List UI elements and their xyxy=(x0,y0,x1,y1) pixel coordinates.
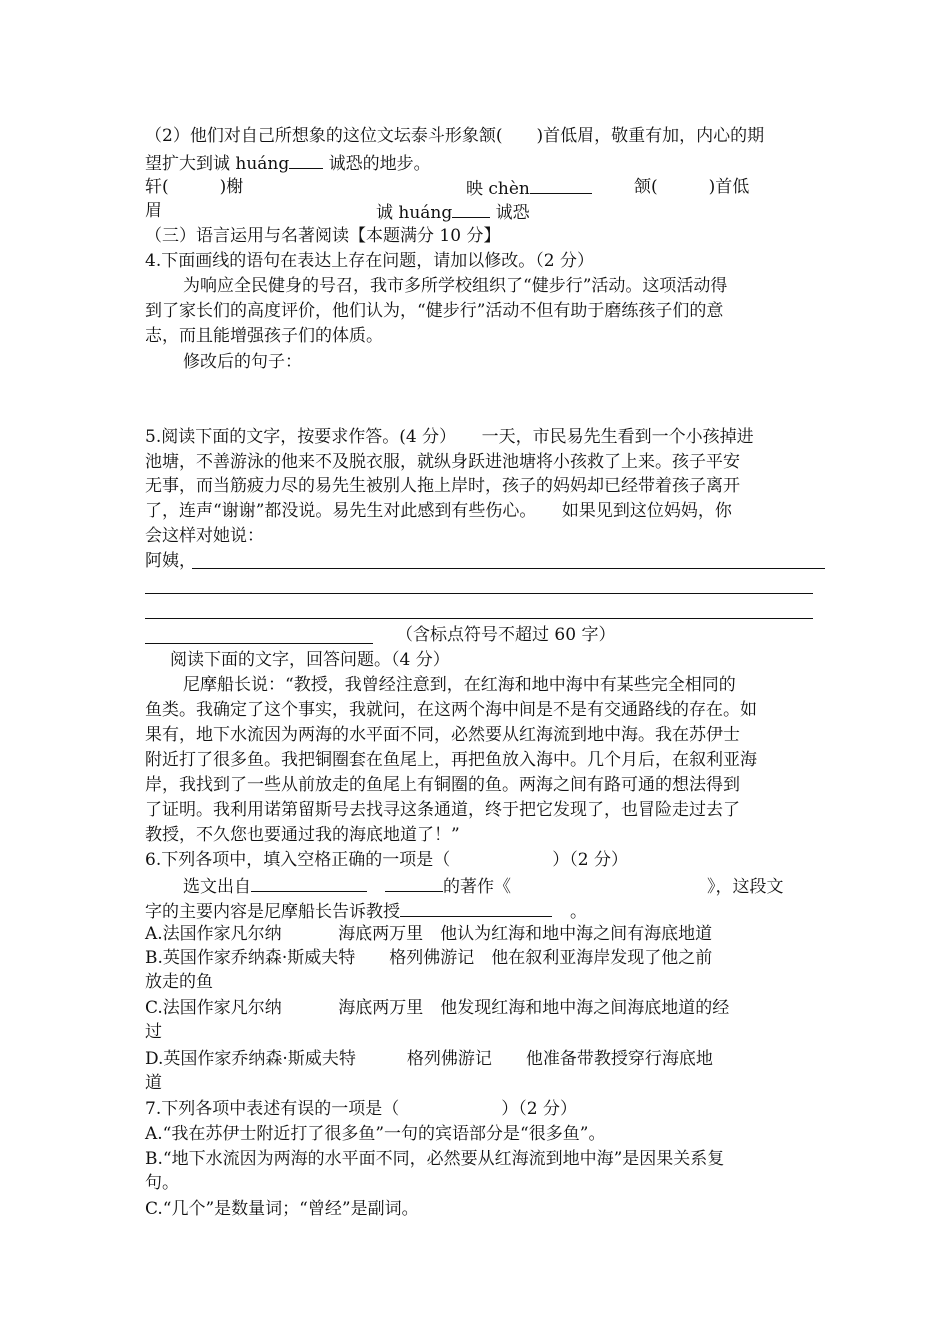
reading-line7: 教授，不久您也要通过我的海底地道了！” xyxy=(145,825,460,845)
reading-line6: 了证明。我利用诺第留斯号去找寻这条通道，终于把它发现了，也冒险走过去了 xyxy=(145,800,740,820)
q6-option-b-cont: 放走的鱼 xyxy=(145,972,213,992)
q4-para-line2: 到了家长们的高度评价，他们认为，“健步行”活动不但有助于磨练孩子们的意 xyxy=(145,301,724,321)
q5-line5: 会这样对她说： xyxy=(145,526,264,546)
reading-line4: 附近打了很多鱼。我把铜圈套在鱼尾上，再把鱼放入海中。几个月后，在叙利亚海 xyxy=(145,750,757,770)
q5-line2: 池塘，不善游泳的他来不及脱衣服，就纵身跃进池塘将小孩救了上来。孩子平安 xyxy=(145,452,740,472)
q5-limit-note: （含标点符号不超过 60 字） xyxy=(396,625,616,645)
q2-line1: （2）他们对自己所想象的这位文坛泰斗形象颔( )首低眉，敬重有加，内心的期 xyxy=(145,126,765,146)
q6-fill2-b: 。 xyxy=(570,902,587,922)
q6-fill-b: 的著作《 xyxy=(443,877,511,897)
q6-fill-c: 》，这段文 xyxy=(707,877,784,897)
reading-line1: 尼摩船长说：“教授，我曾经注意到，在红海和地中海中有某些完全相同的 xyxy=(183,675,736,695)
reading-instruction: 阅读下面的文字，回答问题。（4 分） xyxy=(170,650,450,670)
q5-line1: 5.阅读下面的文字，按要求作答。(4 分） 一天，市民易先生看到一个小孩掉进 xyxy=(145,427,754,447)
q2-blank[interactable] xyxy=(289,150,323,169)
q5-answer-line-4[interactable] xyxy=(145,643,373,644)
q2-row4-c: 诚恐 xyxy=(490,203,530,223)
q4-para-line3: 志，而且能增强孩子们的体质。 xyxy=(145,326,383,346)
q6-blank-content[interactable] xyxy=(400,898,552,917)
q2-row3-b-text: 映 chèn xyxy=(466,179,530,199)
q6-option-c-cont: 过 xyxy=(145,1022,162,1042)
reading-line3: 果有，地下水流因为两海的水平面不同，必然要从红海流到地中海。我在苏伊士 xyxy=(145,725,740,745)
q2-row3-blank[interactable] xyxy=(530,175,592,194)
q6-blank-author[interactable] xyxy=(251,873,367,892)
q6-blank-author-2[interactable] xyxy=(385,873,443,892)
q7-option-b-cont: 句。 xyxy=(145,1173,179,1193)
q6-title: 6.下列各项中，填入空格正确的一项是（ ）（2 分） xyxy=(145,850,628,870)
q6-fill-a: 选文出自 xyxy=(183,877,251,897)
q6-fill-line2 xyxy=(145,898,587,924)
q4-answer-label: 修改后的句子： xyxy=(183,352,302,372)
q2-row4-a: 眉 xyxy=(145,201,162,221)
q6-option-c[interactable]: C.法国作家凡尔纳 海底两万里 他发现红海和地中海之间海底地道的经 xyxy=(145,998,730,1018)
q5-line3: 无事，而当筋疲力尽的易先生被别人拖上岸时，孩子的妈妈却已经带着孩子离开 xyxy=(145,476,740,496)
q6-option-d[interactable]: D.英国作家乔纳森·斯威夫特 格列佛游记 他准备带教授穿行海底地 xyxy=(145,1049,713,1069)
q7-title: 7.下列各项中表述有误的一项是（ ）（2 分） xyxy=(145,1099,577,1119)
q2-row3-b xyxy=(466,175,592,201)
q4-para-line1: 为响应全民健身的号召，我市多所学校组织了“健步行”活动。这项活动得 xyxy=(183,276,728,296)
q6-option-a[interactable]: A.法国作家凡尔纳 海底两万里 他认为红海和地中海之间有海底地道 xyxy=(145,924,713,944)
q4-title: 4.下面画线的语句在表达上存在问题，请加以修改。（2 分） xyxy=(145,251,594,271)
q2-line2 xyxy=(145,150,431,176)
q7-option-c[interactable]: C.“几个”是数量词；“曾经”是副词。 xyxy=(145,1199,419,1219)
q2-row3-c: 颔( )首低 xyxy=(634,177,750,197)
q6-option-b[interactable]: B.英国作家乔纳森·斯威夫特 格列佛游记 他在叙利亚海岸发现了他之前 xyxy=(145,948,713,968)
section3-title: （三）语言运用与名著阅读【本题满分 10 分】 xyxy=(145,226,501,246)
q7-option-b[interactable]: B.“地下水流因为两海的水平面不同，必然要从红海流到地中海”是因果关系复 xyxy=(145,1149,725,1169)
q2-row4-b-text: 诚 huáng xyxy=(376,203,453,223)
q2-line2-b: 诚恐的地步。 xyxy=(323,154,431,174)
q2-line2-a: 望扩大到诚 huáng xyxy=(145,154,290,174)
q5-answer-line-3[interactable] xyxy=(145,618,813,619)
q5-answer-line-2[interactable] xyxy=(145,593,813,594)
q7-option-a[interactable]: A.“我在苏伊士附近打了很多鱼”一句的宾语部分是“很多鱼”。 xyxy=(145,1124,606,1144)
q5-answer-line-1[interactable] xyxy=(192,568,825,569)
reading-line2: 鱼类。我确定了这个事实，我就问，在这两个海中间是不是有交通路线的存在。如 xyxy=(145,700,757,720)
q6-option-d-cont: 道 xyxy=(145,1073,162,1093)
q2-row4-blank[interactable] xyxy=(452,199,490,218)
q6-fill2-a: 字的主要内容是尼摩船长告诉教授 xyxy=(145,902,400,922)
q2-row4-b xyxy=(376,199,530,225)
q5-answer-prefix: 阿姨， xyxy=(145,551,196,571)
reading-line5: 岸，我找到了一些从前放走的鱼尾上有铜圈的鱼。两海之间有路可通的想法得到 xyxy=(145,775,740,795)
q2-row3-a: 轩( )榭 xyxy=(145,177,244,197)
q6-fill-line1 xyxy=(183,873,784,899)
q5-line4: 了，连声“谢谢”都没说。易先生对此感到有些伤心。 如果见到这位妈妈，你 xyxy=(145,501,732,521)
